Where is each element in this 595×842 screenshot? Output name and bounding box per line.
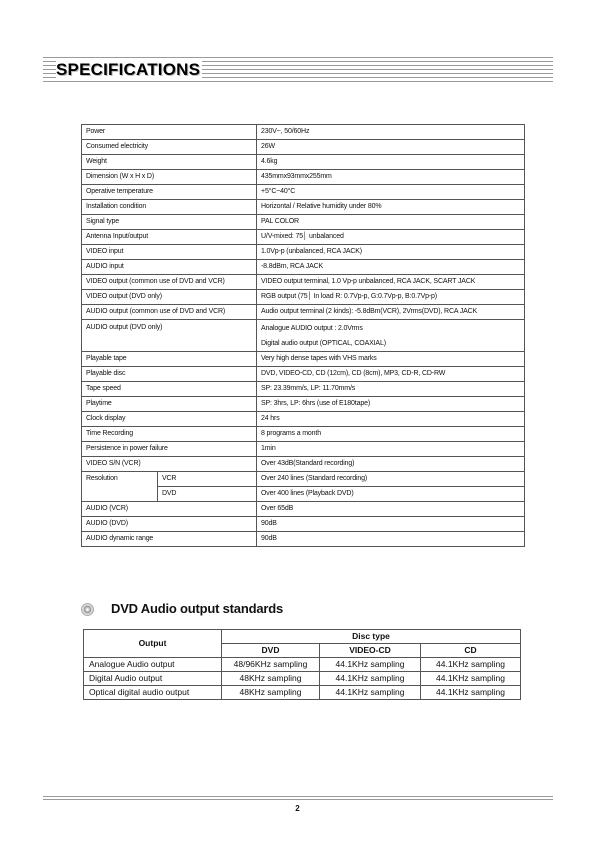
table-header-row xyxy=(84,630,521,644)
table-row xyxy=(82,352,525,367)
specifications-table xyxy=(81,124,525,547)
table-row xyxy=(82,532,525,547)
spec-value: 4.6kg xyxy=(257,155,525,170)
table-row xyxy=(82,275,525,290)
spec-sublabel: DVD xyxy=(158,487,257,502)
dvd-value: 48/96KHz sampling xyxy=(222,658,320,672)
output-name: Optical digital audio output xyxy=(84,686,222,700)
spec-value: +5°C~40°C xyxy=(257,185,525,200)
table-row xyxy=(82,382,525,397)
spec-label: AUDIO output (DVD only) xyxy=(82,320,257,352)
spec-label: AUDIO dynamic range xyxy=(82,532,257,547)
spec-sublabel: VCR xyxy=(158,472,257,487)
audio-standards-table xyxy=(83,629,521,700)
spec-label: Time Recording xyxy=(82,427,257,442)
dvd-value: 48KHz sampling xyxy=(222,686,320,700)
spec-label: Playable tape xyxy=(82,352,257,367)
spec-value: Over 65dB xyxy=(257,502,525,517)
table-row xyxy=(84,658,521,672)
spec-label: Playable disc xyxy=(82,367,257,382)
spec-label: AUDIO (DVD) xyxy=(82,517,257,532)
video-cd-value: 44.1KHz sampling xyxy=(320,686,421,700)
spec-value: 24 hrs xyxy=(257,412,525,427)
output-name: Digital Audio output xyxy=(84,672,222,686)
spec-value: SP: 23.39mm/s, LP: 11.70mm/s xyxy=(257,382,525,397)
cd-value: 44.1KHz sampling xyxy=(421,672,521,686)
spec-label: Operative temperature xyxy=(82,185,257,200)
spec-value: 230V~, 50/60Hz xyxy=(257,125,525,140)
spec-value: Very high dense tapes with VHS marks xyxy=(257,352,525,367)
spec-value: SP: 3hrs, LP: 6hrs (use of E180tape) xyxy=(257,397,525,412)
spec-value: U/V-mixed: 75│ unbalanced xyxy=(257,230,525,245)
spec-value: RGB output (75│ In load R: 0.7Vp-p, G:0.7Vp-p, B:0.7Vp-p) xyxy=(257,290,525,305)
spec-label: Installation condition xyxy=(82,200,257,215)
spec-label: Clock display xyxy=(82,412,257,427)
table-row xyxy=(82,517,525,532)
table-row xyxy=(82,320,525,352)
disc-bullet-icon xyxy=(81,603,94,616)
spec-label: Dimension (W x H x D) xyxy=(82,170,257,185)
spec-value: 435mmx93mmx255mm xyxy=(257,170,525,185)
spec-value: Over 43dB(Standard recording) xyxy=(257,457,525,472)
table-row xyxy=(82,215,525,230)
output-header: Output xyxy=(84,630,222,658)
spec-label: Power xyxy=(82,125,257,140)
spec-value: Over 240 lines (Standard recording) xyxy=(257,472,525,487)
spec-value: Horizontal / Relative humidity under 80% xyxy=(257,200,525,215)
table-row xyxy=(82,367,525,382)
footer-rule xyxy=(43,796,553,797)
spec-value: 90dB xyxy=(257,532,525,547)
table-row xyxy=(82,412,525,427)
spec-value: 1.0Vp-p (unbalanced, RCA JACK) xyxy=(257,245,525,260)
spec-value: DVD, VIDEO-CD, CD (12cm), CD (8cm), MP3, CD-R, CD-RW xyxy=(257,367,525,382)
table-row xyxy=(82,502,525,517)
spec-label: Weight xyxy=(82,155,257,170)
spec-label: AUDIO output (common use of DVD and VCR) xyxy=(82,305,257,320)
table-row xyxy=(84,672,521,686)
spec-label: VIDEO input xyxy=(82,245,257,260)
spec-value: PAL COLOR xyxy=(257,215,525,230)
table-row xyxy=(82,397,525,412)
spec-label: Signal type xyxy=(82,215,257,230)
page-title: SPECIFICATIONS xyxy=(56,60,201,79)
table-row xyxy=(82,472,525,487)
section-title: DVD Audio output standards xyxy=(111,601,283,616)
spec-label: AUDIO input xyxy=(82,260,257,275)
page-number: 2 xyxy=(295,804,300,813)
footer-rule xyxy=(43,799,553,800)
spec-value: -8.8dBm, RCA JACK xyxy=(257,260,525,275)
spec-label: Resolution xyxy=(82,472,158,502)
spec-label: Persistence in power failure xyxy=(82,442,257,457)
dvd-value: 48KHz sampling xyxy=(222,672,320,686)
table-row xyxy=(82,457,525,472)
table-row xyxy=(82,155,525,170)
spec-label: VIDEO output (common use of DVD and VCR) xyxy=(82,275,257,290)
output-name: Analogue Audio output xyxy=(84,658,222,672)
disc-type-header: Disc type xyxy=(222,630,521,644)
column-header-video-cd: VIDEO-CD xyxy=(320,644,421,658)
spec-value: 1min xyxy=(257,442,525,457)
video-cd-value: 44.1KHz sampling xyxy=(320,658,421,672)
spec-value: 8 programs a month xyxy=(257,427,525,442)
spec-value-line: Digital audio output (OPTICAL, COAXIAL) xyxy=(261,340,386,347)
spec-value: VIDEO output terminal, 1.0 Vp-p unbalanced, RCA JACK, SCART JACK xyxy=(257,275,525,290)
table-row xyxy=(82,427,525,442)
table-row xyxy=(82,230,525,245)
spec-value xyxy=(257,320,525,352)
table-row xyxy=(82,185,525,200)
spec-label: Antenna Input/output xyxy=(82,230,257,245)
column-header-cd: CD xyxy=(421,644,521,658)
spec-label: AUDIO (VCR) xyxy=(82,502,257,517)
column-header-dvd: DVD xyxy=(222,644,320,658)
spec-value: Audio output terminal (2 kinds): -5.8dBm(VCR), 2Vrms(DVD), RCA JACK xyxy=(257,305,525,320)
table-row xyxy=(82,170,525,185)
table-row xyxy=(82,245,525,260)
video-cd-value: 44.1KHz sampling xyxy=(320,672,421,686)
spec-label: Consumed electricity xyxy=(82,140,257,155)
table-row xyxy=(82,290,525,305)
cd-value: 44.1KHz sampling xyxy=(421,658,521,672)
spec-label: VIDEO output (DVD only) xyxy=(82,290,257,305)
spec-value: Over 400 lines (Playback DVD) xyxy=(257,487,525,502)
spec-label: Playtime xyxy=(82,397,257,412)
spec-label: VIDEO S/N (VCR) xyxy=(82,457,257,472)
spec-value-line: Analogue AUDIO output : 2.0Vrms xyxy=(261,325,363,332)
cd-value: 44.1KHz sampling xyxy=(421,686,521,700)
table-row xyxy=(82,260,525,275)
table-row xyxy=(82,442,525,457)
spec-label: Tape speed xyxy=(82,382,257,397)
table-row xyxy=(82,200,525,215)
table-row xyxy=(84,686,521,700)
table-row xyxy=(82,140,525,155)
table-row xyxy=(82,125,525,140)
spec-value: 90dB xyxy=(257,517,525,532)
table-row xyxy=(82,305,525,320)
spec-value: 26W xyxy=(257,140,525,155)
